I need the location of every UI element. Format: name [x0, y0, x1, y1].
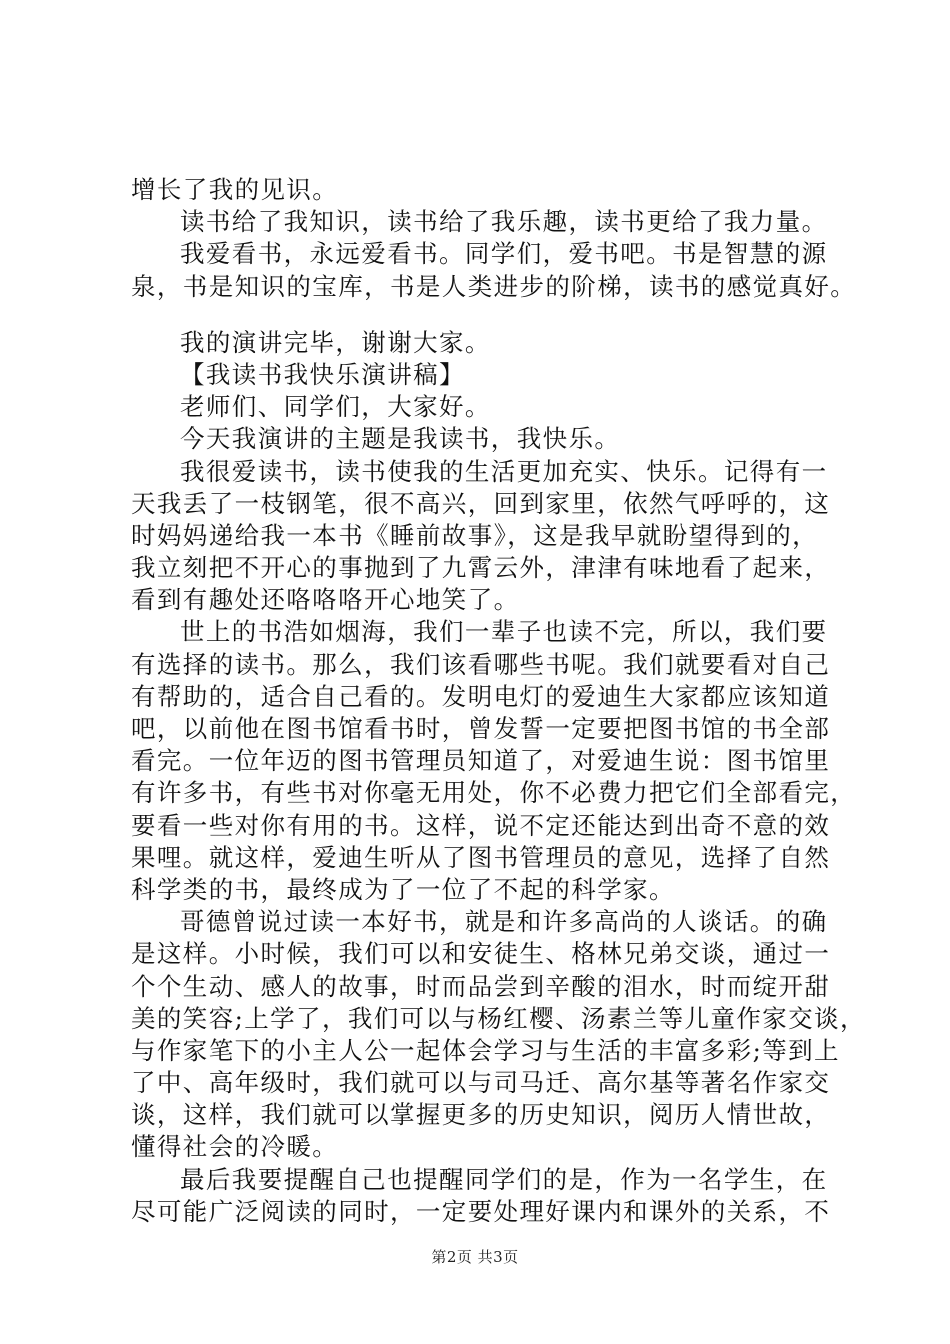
- text-line: 我的演讲完毕，谢谢大家。: [180, 327, 491, 357]
- text-line: 读书给了我知识，读书给了我乐趣，读书更给了我力量。: [180, 207, 828, 237]
- text-line: 今天我演讲的主题是我读书，我快乐。: [180, 424, 621, 454]
- text-line: 泉，书是知识的宝库，书是人类进步的阶梯，读书的感觉真好。: [131, 271, 857, 301]
- text-line: 看完。一位年迈的图书管理员知道了，对爱迪生说：图书馆里: [131, 746, 831, 776]
- document-body: [131, 174, 866, 1228]
- paragraph-gap: [131, 303, 851, 327]
- text-line: 美的笑容;上学了，我们可以与杨红樱、汤素兰等儿童作家交谈，: [131, 1003, 866, 1033]
- text-line: 老师们、同学们，大家好。: [180, 392, 491, 422]
- text-line: 懂得社会的冷暖。: [131, 1132, 339, 1162]
- text-line: 是这样。小时候，我们可以和安徒生、格林兄弟交谈，通过一: [131, 939, 831, 969]
- text-line: 谈，这样，我们就可以掌握更多的历史知识，阅历人情世故，: [131, 1100, 831, 1130]
- text-line: 了中、高年级时，我们就可以与司马迁、高尔基等著名作家交: [131, 1068, 831, 1098]
- text-line: 我很爱读书，读书使我的生活更加充实、快乐。记得有一: [180, 456, 828, 486]
- text-line: 我爱看书，永远爱看书。同学们，爱书吧。书是智慧的源: [180, 239, 828, 269]
- text-line: 增长了我的见识。: [131, 175, 339, 204]
- text-line: 我立刻把不开心的事抛到了九霄云外，津津有味地看了起来，: [131, 553, 831, 583]
- text-line: 果哩。就这样，爱迪生听从了图书管理员的意见，选择了自然: [131, 842, 831, 872]
- text-line: 最后我要提醒自己也提醒同学们的是，作为一名学生，在: [180, 1164, 828, 1194]
- text-line: 吧，以前他在图书馆看书时，曾发誓一定要把图书馆的书全部: [131, 714, 831, 743]
- text-line: 天我丢了一枝钢笔，很不高兴，回到家里，依然气呼呼的，这: [131, 488, 831, 518]
- text-line: 有许多书，有些书对你毫无用处，你不必费力把它们全部看完，: [131, 778, 857, 808]
- text-line: 与作家笔下的小主人公一起体会学习与生活的丰富多彩;等到上: [131, 1035, 840, 1065]
- text-line: 科学类的书，最终成为了一位了不起的科学家。: [131, 874, 675, 904]
- text-line: 世上的书浩如烟海，我们一辈子也读不完，所以，我们要: [180, 617, 828, 647]
- section-heading: 【我读书我快乐演讲稿】: [180, 359, 465, 389]
- page-number-footer: 第2页 共3页: [431, 1248, 519, 1266]
- text-line: 时妈妈递给我一本书《睡前故事》，这是我早就盼望得到的，: [131, 520, 819, 550]
- text-line: 看到有趣处还咯咯咯开心地笑了。: [131, 585, 520, 615]
- text-line: 个个生动、感人的故事，时而品尝到辛酸的泪水，时而绽开甜: [131, 971, 831, 1001]
- text-line: 要看一些对你有用的书。这样，说不定还能达到出奇不意的效: [131, 810, 831, 840]
- text-line: 哥德曾说过读一本好书，就是和许多高尚的人谈话。的确: [180, 907, 828, 937]
- text-line: 有选择的读书。那么，我们该看哪些书呢。我们就要看对自己: [131, 649, 831, 679]
- text-line: 尽可能广泛阅读的同时，一定要处理好课内和课外的关系，不: [131, 1196, 831, 1226]
- text-line: 有帮助的，适合自己看的。发明电灯的爱迪生大家都应该知道: [131, 681, 831, 711]
